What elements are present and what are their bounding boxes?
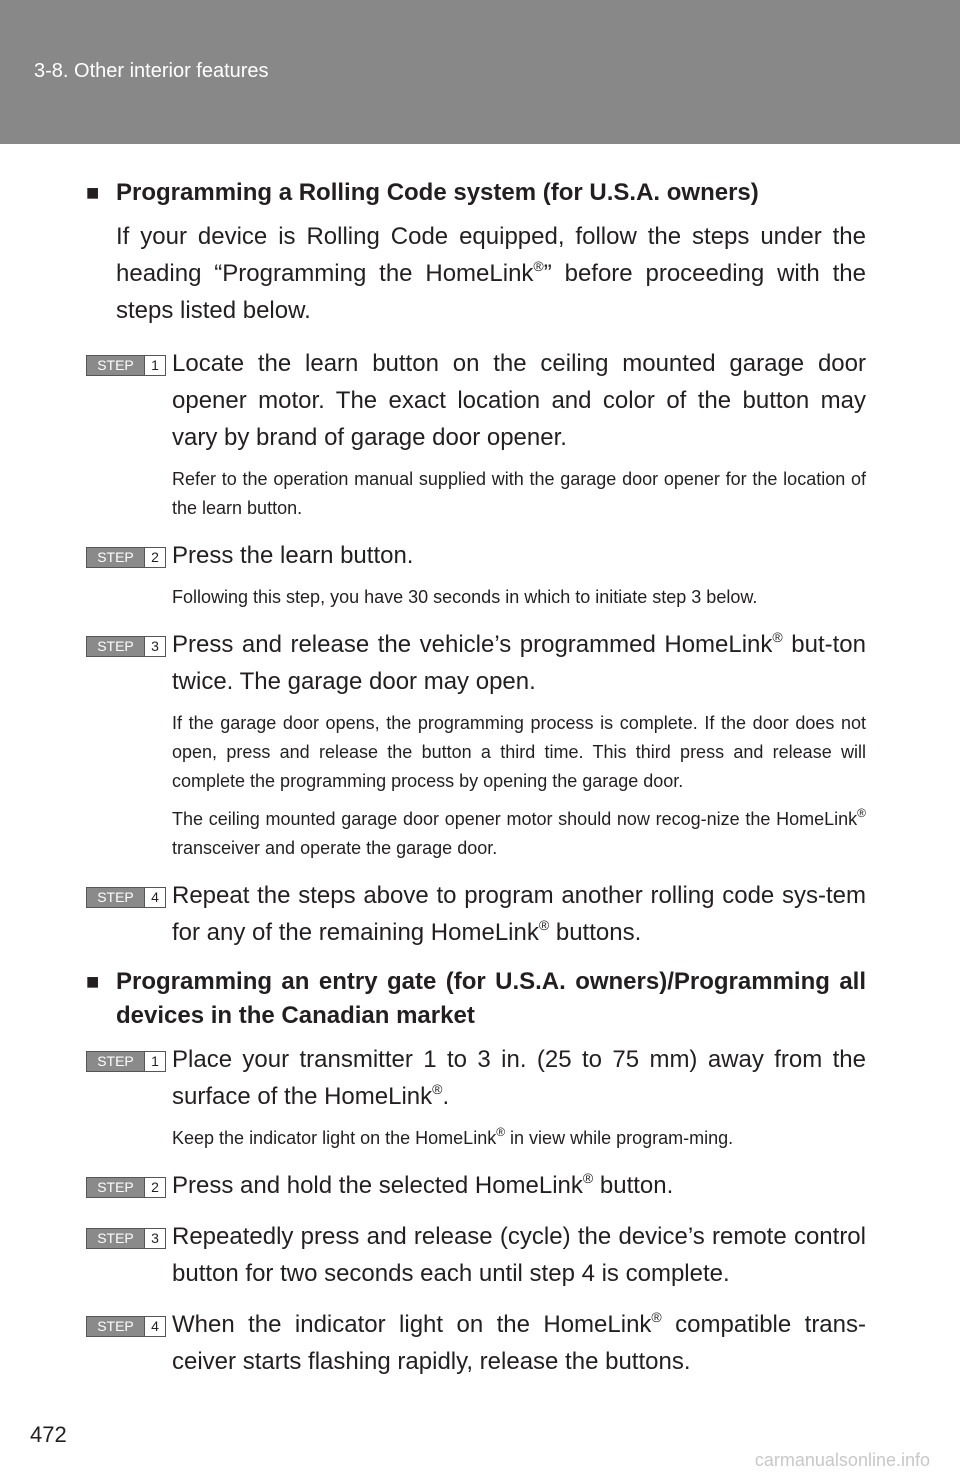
procedure-section	[86, 965, 866, 1380]
section-intro	[116, 218, 866, 329]
step-badge-number: 4	[144, 1317, 165, 1336]
step-text	[172, 626, 866, 700]
step-text	[172, 1218, 866, 1292]
step-badge	[86, 355, 166, 376]
step-note	[172, 709, 866, 796]
step-badge	[86, 1316, 166, 1337]
text-segment: Repeatedly press and release (cycle) the device’s remote control button for two seconds each until step 4 is complete.	[172, 1223, 866, 1287]
step-badge	[86, 636, 166, 657]
step-badge-label: STEP	[87, 1229, 144, 1248]
text-segment: Locate the learn button on the ceiling mounted garage door opener motor. The exact location and color of the button may vary by brand of garage door opener.	[172, 350, 866, 451]
square-bullet-icon: ■	[86, 969, 100, 994]
section-heading-text: Programming a Rolling Code system (for U.S.A. owners)	[116, 179, 759, 206]
registered-mark: ®	[857, 806, 866, 820]
page-header	[0, 0, 960, 144]
step-text	[172, 877, 866, 951]
text-segment: buttons.	[549, 919, 642, 946]
text-segment: compatible trans-ceiver starts flashing rapidly, release the buttons.	[172, 1311, 866, 1375]
text-segment: Place your transmitter 1 to 3 in. (25 to 75 mm) away from the surface of the HomeLink	[172, 1046, 866, 1110]
step-item	[86, 1167, 866, 1204]
text-segment: When the indicator light on the HomeLink	[172, 1311, 652, 1338]
step-item	[86, 345, 866, 523]
step-body	[172, 1167, 866, 1204]
step-badge-number: 3	[144, 1229, 165, 1248]
step-badge-label: STEP	[87, 1317, 144, 1336]
text-segment: If the garage door opens, the programming process is complete. If the door does not open, press and release the button a third time. This third press and release will complete the programming process by opening the garage door.	[172, 713, 866, 791]
step-badge-number: 3	[144, 637, 165, 656]
step-badge	[86, 1228, 166, 1249]
step-item	[86, 877, 866, 951]
registered-mark: ®	[496, 1125, 506, 1139]
step-body	[172, 877, 866, 951]
step-badge-number: 1	[144, 1052, 165, 1071]
step-body	[172, 345, 866, 523]
step-text	[172, 345, 866, 456]
step-item	[86, 1041, 866, 1153]
text-segment: Press and release the vehicle’s programmed HomeLink	[172, 631, 773, 658]
text-segment: .	[442, 1083, 450, 1110]
step-body	[172, 626, 866, 863]
step-item	[86, 626, 866, 863]
text-segment: in view while program-ming.	[505, 1128, 734, 1148]
registered-mark: ®	[432, 1081, 443, 1097]
step-badge-number: 2	[144, 548, 165, 567]
text-segment: Refer to the operation manual supplied with the garage door opener for the location of the learn button.	[172, 469, 866, 518]
step-badge-number: 4	[144, 888, 165, 907]
step-badge-label: STEP	[87, 1052, 144, 1071]
text-segment: The ceiling mounted garage door opener motor should now recog-nize the HomeLink	[172, 809, 858, 829]
text-segment: If your device is Rolling Code equipped, follow the steps under the heading “Programming the HomeLink	[116, 223, 866, 287]
step-body	[172, 1306, 866, 1380]
page-content	[86, 176, 866, 1394]
step-note	[172, 1124, 866, 1153]
step-note	[172, 805, 866, 863]
step-text	[172, 1306, 866, 1380]
text-segment: button.	[593, 1172, 674, 1199]
step-badge	[86, 547, 166, 568]
text-segment: Following this step, you have 30 seconds in which to initiate step 3 below.	[172, 587, 758, 607]
step-badge	[86, 1177, 166, 1198]
text-segment: Press the learn button.	[172, 542, 414, 569]
section-heading-text: Programming an entry gate (for U.S.A. owners)/Programming all devices in the Canadian market	[116, 968, 866, 1029]
text-segment: but-ton twice. The garage door may open.	[172, 631, 867, 695]
step-text	[172, 1041, 866, 1115]
step-item	[86, 1218, 866, 1292]
step-badge	[86, 887, 166, 908]
text-segment: Repeat the steps above to program another rolling code sys-tem for any of the remaining HomeLink	[172, 882, 866, 946]
page-number: 472	[30, 1422, 67, 1447]
step-text	[172, 1167, 866, 1204]
step-badge-label: STEP	[87, 888, 144, 907]
registered-mark: ®	[651, 1309, 662, 1325]
step-body	[172, 1218, 866, 1292]
step-badge	[86, 1051, 166, 1072]
text-segment: Press and hold the selected HomeLink	[172, 1172, 583, 1199]
watermark: carmanualsonline.info	[754, 1450, 930, 1470]
text-segment: ” before proceeding with the steps listed below.	[116, 260, 866, 324]
section-heading	[86, 176, 866, 210]
section-title: 3-8. Other interior features	[34, 60, 269, 82]
step-body	[172, 1041, 866, 1153]
procedure-section	[86, 176, 866, 951]
step-badge-label: STEP	[87, 1178, 144, 1197]
registered-mark: ®	[582, 1170, 594, 1186]
step-note	[172, 465, 866, 523]
step-badge-number: 1	[144, 356, 165, 375]
step-text	[172, 537, 866, 574]
registered-mark: ®	[533, 258, 544, 274]
step-badge-label: STEP	[87, 548, 144, 567]
step-badge-label: STEP	[87, 356, 144, 375]
step-item	[86, 1306, 866, 1380]
registered-mark: ®	[772, 629, 783, 645]
step-item	[86, 537, 866, 612]
section-heading	[86, 965, 866, 1033]
step-note	[172, 583, 866, 612]
step-badge-label: STEP	[87, 637, 144, 656]
square-bullet-icon: ■	[86, 180, 100, 205]
text-segment: Keep the indicator light on the HomeLink	[172, 1128, 497, 1148]
step-badge-number: 2	[144, 1178, 165, 1197]
step-body	[172, 537, 866, 612]
text-segment: transceiver and operate the garage door.	[172, 838, 498, 858]
registered-mark: ®	[538, 917, 550, 933]
